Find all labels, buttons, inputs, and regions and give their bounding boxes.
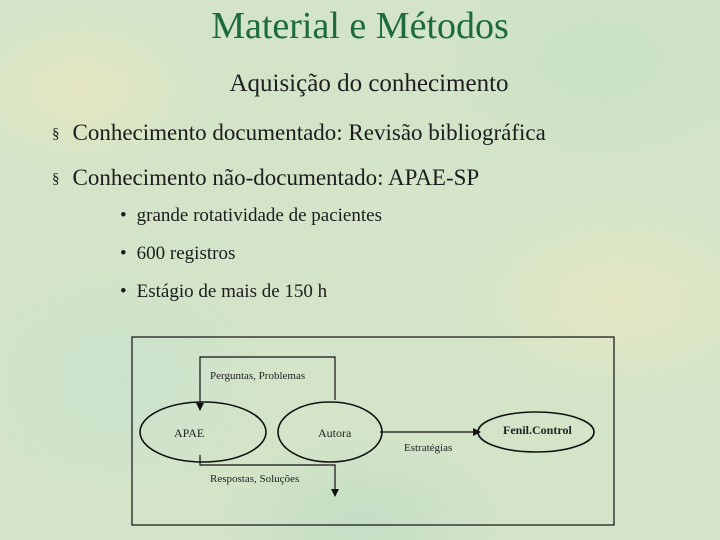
sub-bullet-text: grande rotatividade de pacientes (136, 205, 382, 226)
slide-subtitle: Aquisição do conhecimento (229, 70, 509, 97)
sub-bullet-mark: • (120, 243, 127, 264)
fenil-control-label: Fenil.Control (503, 423, 572, 437)
strategies-label: Estratégias (404, 442, 453, 454)
apae-label: APAE (174, 426, 205, 440)
sub-bullet-text: Estágio de mais de 150 h (136, 281, 328, 302)
questions-label: Perguntas, Problemas (210, 370, 306, 382)
sub-bullet-text: 600 registros (136, 243, 236, 264)
autora-label: Autora (318, 426, 352, 440)
answers-label: Respostas, Soluções (210, 473, 300, 485)
slide-title: Material e Métodos (211, 5, 509, 47)
bullet-text: Conhecimento documentado: Revisão bibliográfica (72, 120, 546, 145)
questions-arrow (200, 357, 335, 410)
bullet-mark: § (52, 171, 60, 187)
sub-bullet-mark: • (120, 281, 127, 302)
sub-bullet-mark: • (120, 205, 127, 226)
bullet-text: Conhecimento não-documentado: APAE-SP (72, 165, 480, 190)
bullet-mark: § (52, 126, 60, 142)
